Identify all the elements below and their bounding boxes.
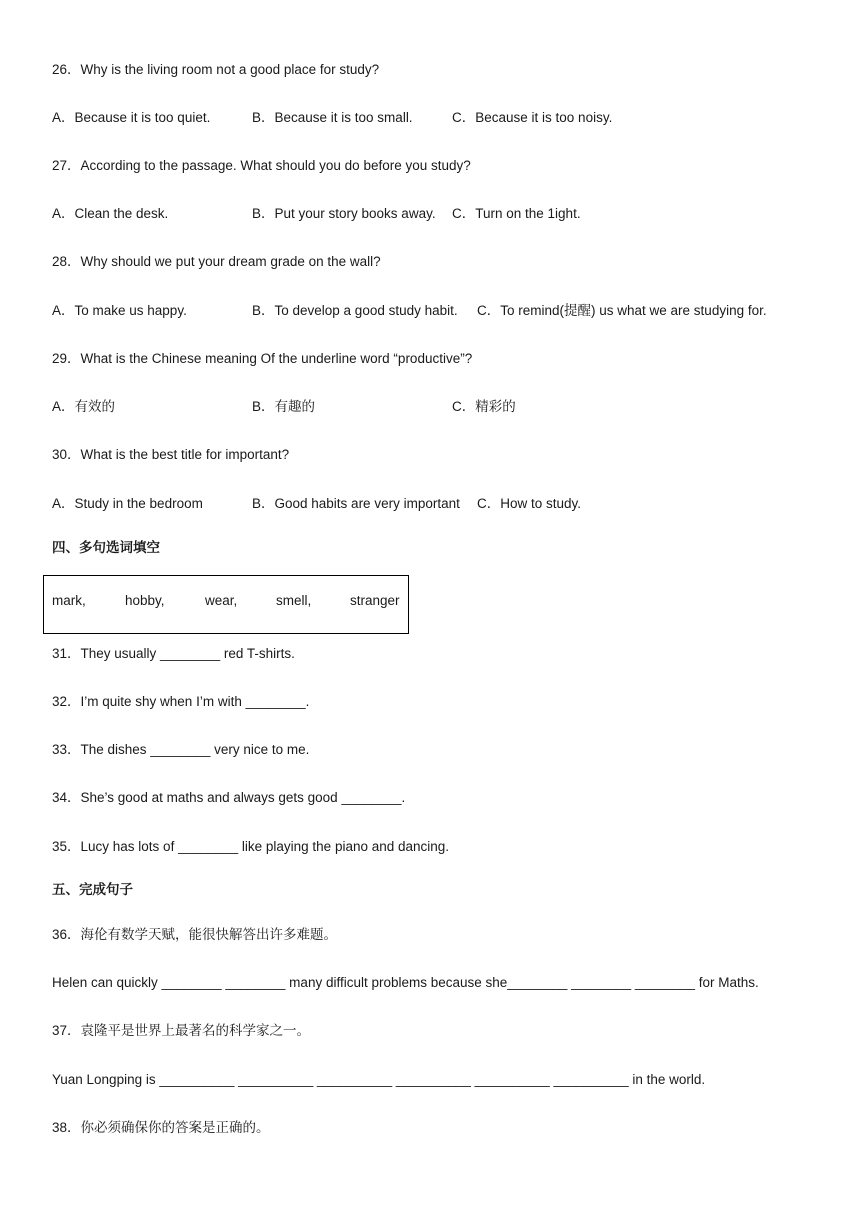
option-29-c: C．精彩的 xyxy=(452,399,516,414)
word-bank-item: stranger xyxy=(350,593,400,608)
option-26-b: B．Because it is too small. xyxy=(252,110,413,125)
fill-item-34: 34．She’s good at maths and always gets good ________. xyxy=(52,790,406,805)
option-29-a: A．有效的 xyxy=(52,399,116,414)
question-30: 30．What is the best title for important? xyxy=(52,447,290,462)
question-27: 27．According to the passage. What should you do before you study? xyxy=(52,158,471,173)
sentence-38-chinese: 38．你必须确保你的答案是正确的。 xyxy=(52,1120,270,1135)
sentence-37-chinese: 37．袁隆平是世界上最著名的科学家之一。 xyxy=(52,1023,311,1038)
option-30-a: A．Study in the bedroom xyxy=(52,496,203,511)
fill-item-31: 31．They usually ________ red T-shirts. xyxy=(52,646,295,661)
question-29: 29．What is the Chinese meaning Of the underline word “productive”? xyxy=(52,351,473,366)
word-bank xyxy=(43,575,409,634)
sentence-37-english: Yuan Longping is __________ __________ __________ __________ __________ __________ in the world. xyxy=(52,1072,706,1087)
section-4-title: 四、多句选词填空 xyxy=(52,540,160,555)
option-29-b: B．有趣的 xyxy=(252,399,316,414)
option-26-a: A．Because it is too quiet. xyxy=(52,110,211,125)
sentence-36-chinese: 36．海伦有数学天赋，能很快解答出许多难题。 xyxy=(52,927,338,942)
word-bank-item: smell, xyxy=(276,593,312,608)
word-bank-item: wear, xyxy=(205,593,238,608)
option-30-b: B．Good habits are very important xyxy=(252,496,460,511)
question-26: 26．Why is the living room not a good place for study? xyxy=(52,62,380,77)
option-27-b: B．Put your story books away. xyxy=(252,206,436,221)
option-30-c: C．How to study. xyxy=(477,496,582,511)
word-bank-item: mark, xyxy=(52,593,86,608)
option-28-c: C．To remind(提醒) us what we are studying for. xyxy=(477,303,767,318)
section-5-title: 五、完成句子 xyxy=(52,882,133,897)
option-27-a: A．Clean the desk. xyxy=(52,206,169,221)
option-27-c: C．Turn on the 1ight. xyxy=(452,206,581,221)
option-26-c: C．Because it is too noisy. xyxy=(452,110,613,125)
word-bank-item: hobby, xyxy=(125,593,165,608)
option-28-a: A．To make us happy. xyxy=(52,303,187,318)
sentence-36-english: Helen can quickly ________ ________ many difficult problems because she________ ________ ________ for Maths. xyxy=(52,975,759,990)
option-28-b: B．To develop a good study habit. xyxy=(252,303,458,318)
fill-item-32: 32．I’m quite shy when I’m with ________. xyxy=(52,694,310,709)
fill-item-33: 33．The dishes ________ very nice to me. xyxy=(52,742,310,757)
fill-item-35: 35．Lucy has lots of ________ like playing the piano and dancing. xyxy=(52,839,450,854)
question-28: 28．Why should we put your dream grade on the wall? xyxy=(52,254,381,269)
